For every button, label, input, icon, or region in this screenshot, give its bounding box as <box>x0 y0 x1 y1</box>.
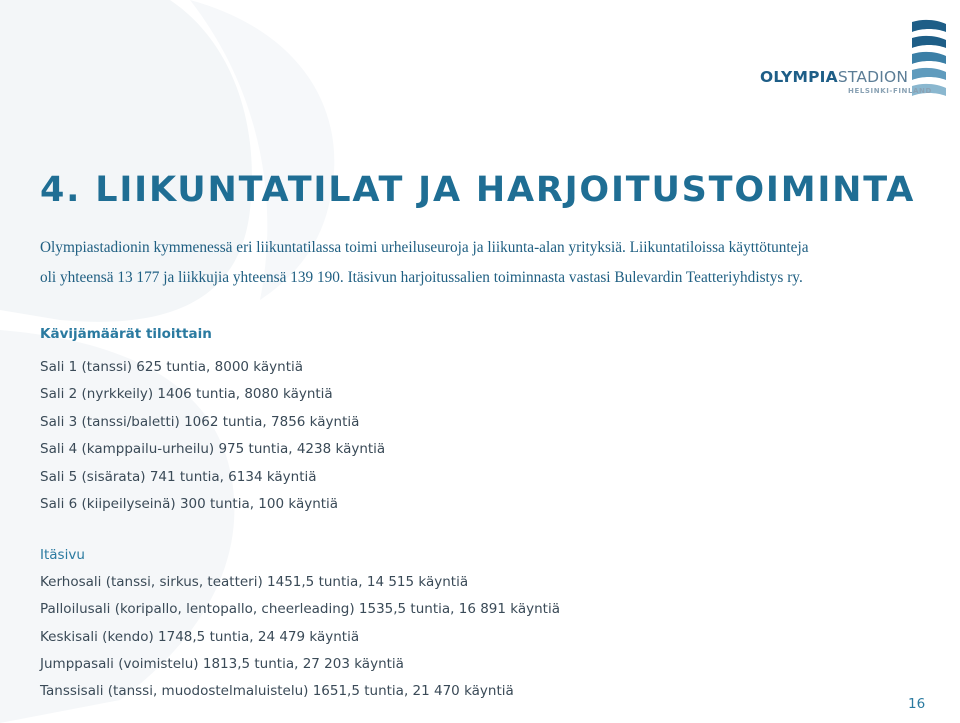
logo-subtitle: HELSINKI-FINLAND <box>848 87 932 95</box>
halls-list <box>40 354 385 518</box>
olympiastadion-logo <box>760 18 950 102</box>
list-item: Sali 5 (sisärata) 741 tuntia, 6134 käyntiä <box>40 468 317 485</box>
intro-line: oli yhteensä 13 177 ja liikkujia yhteensä 139 190. Itäsivun harjoitussalien toiminnasta vastasi Bulevardin Teatteriyhdistys ry. <box>40 269 803 286</box>
list-item: Jumppasali (voimistelu) 1813,5 tuntia, 27 203 käyntiä <box>40 655 404 672</box>
section-heading: Kävijämäärät tiloittain <box>40 326 212 342</box>
list-item: Sali 3 (tanssi/baletti) 1062 tuntia, 7856 käyntiä <box>40 413 360 430</box>
list-item: Sali 1 (tanssi) 625 tuntia, 8000 käyntiä <box>40 359 304 375</box>
list-item: Palloilusali (koripallo, lentopallo, cheerleading) 1535,5 tuntia, 16 891 käyntiä <box>40 601 560 618</box>
stadium-wave-icon <box>908 18 948 98</box>
logo-wordmark: OLYMPIASTADION <box>760 68 909 86</box>
intro-paragraph <box>40 233 940 293</box>
list-item: Keskisali (kendo) 1748,5 tuntia, 24 479 käyntiä <box>40 628 360 645</box>
itasivu-heading: Itäsivu <box>40 547 85 563</box>
list-item: Sali 2 (nyrkkeily) 1406 tuntia, 8080 käyntiä <box>40 386 333 403</box>
intro-line: Olympiastadionin kymmenessä eri liikuntatilassa toimi urheiluseuroja ja liikunta-alan yrityksiä. Liikuntatiloissa käyttötunteja <box>40 239 809 256</box>
list-item: Sali 4 (kamppailu-urheilu) 975 tuntia, 4238 käyntiä <box>40 441 386 458</box>
page-number: 16 <box>908 696 926 712</box>
page-title: 4. LIIKUNTATILAT JA HARJOITUSTOIMINTA <box>40 170 916 210</box>
itasivu-list <box>40 542 560 705</box>
list-item: Tanssisali (tanssi, muodostelmaluistelu) 1651,5 tuntia, 21 470 käyntiä <box>40 682 514 699</box>
list-item: Sali 6 (kiipeilyseinä) 300 tuntia, 100 käyntiä <box>40 495 339 512</box>
list-item: Kerhosali (tanssi, sirkus, teatteri) 1451,5 tuntia, 14 515 käyntiä <box>40 574 469 591</box>
